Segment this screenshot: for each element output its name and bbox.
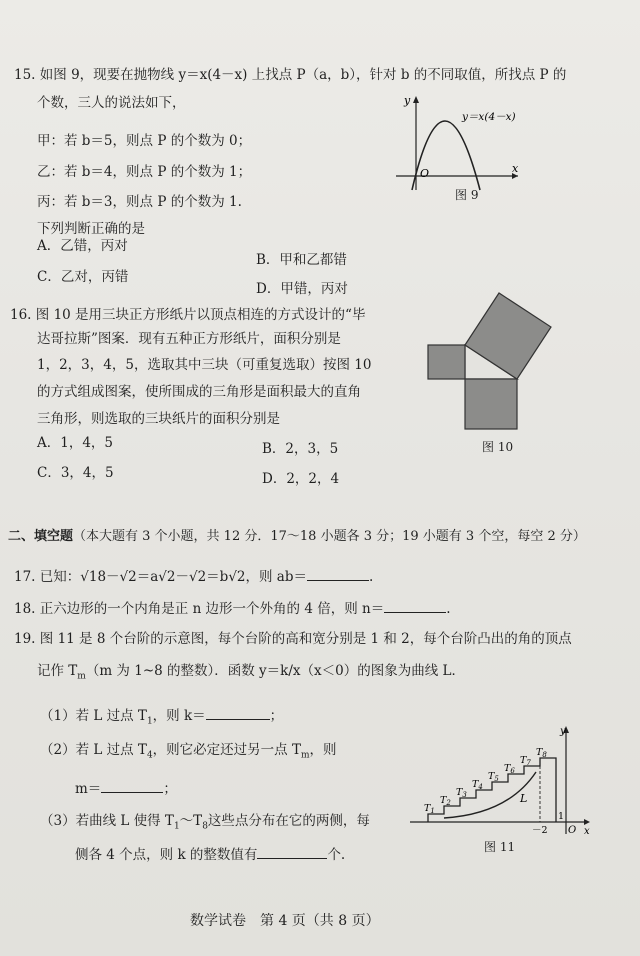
q19-part2-end: ，则 — [309, 742, 337, 758]
q18-answer-blank[interactable] — [384, 598, 446, 613]
q15-stem-line1 — [14, 66, 566, 84]
q16-line3: 1，2，3，4，5，选取其中三块（可重复选取）按图 10 — [37, 357, 372, 373]
q16-line5: 三角形，则选取的三块纸片的面积分别是 — [37, 411, 280, 427]
fig11-point-label-8: $T_8$ — [536, 747, 547, 759]
fig11-point-label-3: $T_3$ — [456, 787, 467, 799]
q19-line2-sub: m — [77, 671, 86, 682]
q19-part2-sub: 4 — [146, 750, 153, 761]
q19-line1-text: 图 11 是 8 个台阶的示意图，每个台阶的高和宽分别是 1 和 2，每个台阶凸出的角的顶点 — [39, 631, 572, 647]
fig11-point-label-6: $T_6$ — [504, 763, 515, 775]
q19-part1 — [40, 705, 283, 731]
fig11-point-label-1: $T_1$ — [424, 803, 435, 815]
fig11-point-label-4: $T_4$ — [472, 779, 483, 791]
q19-part3-sub1: 1 — [173, 821, 180, 832]
q19-part2-sub2: m — [300, 750, 310, 761]
q16-option-d: D．2，2，4 — [262, 471, 340, 487]
q19-part2-m-line — [75, 778, 177, 798]
fig11-point-label-7: $T_7$ — [520, 755, 531, 767]
fig9-label-o: O — [420, 167, 430, 180]
q19-part3-line1 — [40, 812, 370, 836]
figure-10-pythagoras — [420, 290, 560, 440]
q15-option-a: A．乙错，丙对 — [37, 238, 128, 254]
q15-stem1: 如图 9，现要在抛物线 y＝x(4－x) 上找点 P（a，b），针对 b 的不同取值，所找点 P 的 — [39, 67, 567, 83]
q19-part3-c: 侧各 4 个点，则 k 的整数值有 — [75, 847, 258, 863]
q15-number: 15. — [14, 67, 36, 83]
q18-line — [14, 598, 451, 618]
figure-11-caption: 图 11 — [484, 840, 516, 854]
q19-part2-blank[interactable] — [101, 778, 163, 793]
q15-option-c: C．乙对，丙错 — [37, 269, 129, 285]
q16-line1 — [10, 306, 365, 324]
q19-part3-blank[interactable] — [257, 844, 327, 859]
section2-desc: （本大题有 3 个小题，共 12 分．17～18 小题各 3 分；19 小题有 3 个空，每空 2 分） — [73, 529, 586, 544]
fig11-label-o: O — [568, 825, 577, 836]
q19-line2-b: （m 为 1~8 的整数）．函数 y＝k/x（x＜0）的图象为曲线 L． — [85, 663, 465, 679]
figure-11-staircase — [408, 722, 594, 842]
q19-part3-mid: ～T — [179, 813, 203, 829]
q19-part2-m-end: ； — [163, 781, 177, 797]
q17-answer-blank[interactable] — [307, 566, 369, 581]
fig11-steps — [428, 758, 556, 822]
fig11-point-label-2: $T_2$ — [440, 795, 451, 807]
q19-part2-m: m＝ — [75, 781, 102, 797]
q16-line1-text: 图 10 是用三块正方形纸片以顶点相连的方式设计的“毕 — [35, 307, 366, 323]
q19-part3-a: （3）若曲线 L 使得 T — [40, 813, 174, 829]
q19-part2-a: （2）若 L 过点 T — [40, 742, 147, 758]
q15-statement-bing: 丙：若 b＝3，则点 P 的个数为 1. — [37, 194, 242, 210]
figure-10-caption: 图 10 — [482, 440, 514, 454]
q16-line2: 达哥拉斯”图案．现有五种正方形纸片，面积分别是 — [37, 331, 341, 347]
fig10-small-square — [428, 345, 465, 379]
fig11-label-x: x — [584, 826, 590, 837]
q19-part1-sub: 1 — [146, 716, 153, 727]
q15-stem-line2: 个数，三人的说法如下， — [37, 95, 186, 111]
q19-number: 19. — [14, 631, 36, 647]
q16-option-a: A．1，4，5 — [37, 435, 114, 451]
q17-text: 已知：√18－√2＝a√2－√2＝b√2，则 ab＝ — [39, 569, 307, 585]
fig10-medium-square — [465, 379, 517, 429]
q19-part3-b: 这些点分布在它的两侧，每 — [207, 813, 370, 829]
fig9-label-y: y — [404, 94, 411, 107]
fig11-x-arrow — [584, 819, 590, 825]
q18-number: 18. — [14, 601, 36, 617]
fig11-label-neg2: －2 — [532, 825, 548, 836]
fig11-label-y: y — [560, 726, 566, 737]
q17-end: . — [369, 569, 374, 585]
q15-option-d: D．甲错，丙对 — [256, 281, 348, 297]
q19-part1-b: ，则 k＝ — [152, 708, 206, 724]
section2-title: 二、填空题 — [8, 529, 74, 544]
q19-line2-a: 记作 T — [37, 663, 78, 679]
fig11-label-1: 1 — [558, 811, 565, 822]
q15-statement-jia: 甲：若 b＝5，则点 P 的个数为 0； — [37, 133, 252, 149]
fig9-curve-label: y＝x(4－x) — [462, 111, 516, 123]
q19-part1-end: ； — [269, 708, 284, 724]
q16-number: 16. — [10, 307, 32, 323]
q19-part1-blank[interactable] — [206, 705, 270, 720]
q19-part2-b: ，则它必定还过另一点 T — [152, 742, 301, 758]
fig11-point-label-5: $T_5$ — [488, 771, 499, 783]
section2-header — [8, 528, 586, 546]
q19-part3-sub2: 8 — [202, 821, 208, 832]
q16-option-b: B．2，3，5 — [262, 441, 339, 457]
q15-option-b: B．甲和乙都错 — [256, 252, 347, 268]
page-footer: 数学试卷 第 4 页（共 8 页） — [190, 913, 380, 929]
q16-line4: 的方式组成图案，使所围成的三角形是面积最大的直角 — [37, 384, 361, 400]
q19-part1-a: （1）若 L 过点 T — [40, 708, 147, 724]
q17-line — [14, 566, 373, 586]
q19-part2 — [40, 741, 337, 765]
q15-statement-yi: 乙：若 b＝4，则点 P 的个数为 1； — [37, 164, 252, 180]
q19-line1 — [14, 630, 572, 648]
figure-9-caption: 图 9 — [455, 188, 479, 202]
fig11-curve-label: L — [520, 792, 528, 805]
q19-line2 — [37, 662, 465, 686]
fig9-label-x: x — [512, 162, 519, 175]
q19-part3-end: 个. — [327, 847, 346, 863]
q18-end: . — [446, 601, 451, 617]
q16-option-c: C．3，4，5 — [37, 465, 114, 481]
q17-number: 17. — [14, 569, 36, 585]
q18-text: 正六边形的一个内角是正 n 边形一个外角的 4 倍，则 n＝ — [39, 601, 385, 617]
q19-part3-line2 — [75, 844, 345, 864]
q15-prompt: 下列判断正确的是 — [37, 221, 145, 237]
fig9-y-arrow — [413, 96, 419, 103]
